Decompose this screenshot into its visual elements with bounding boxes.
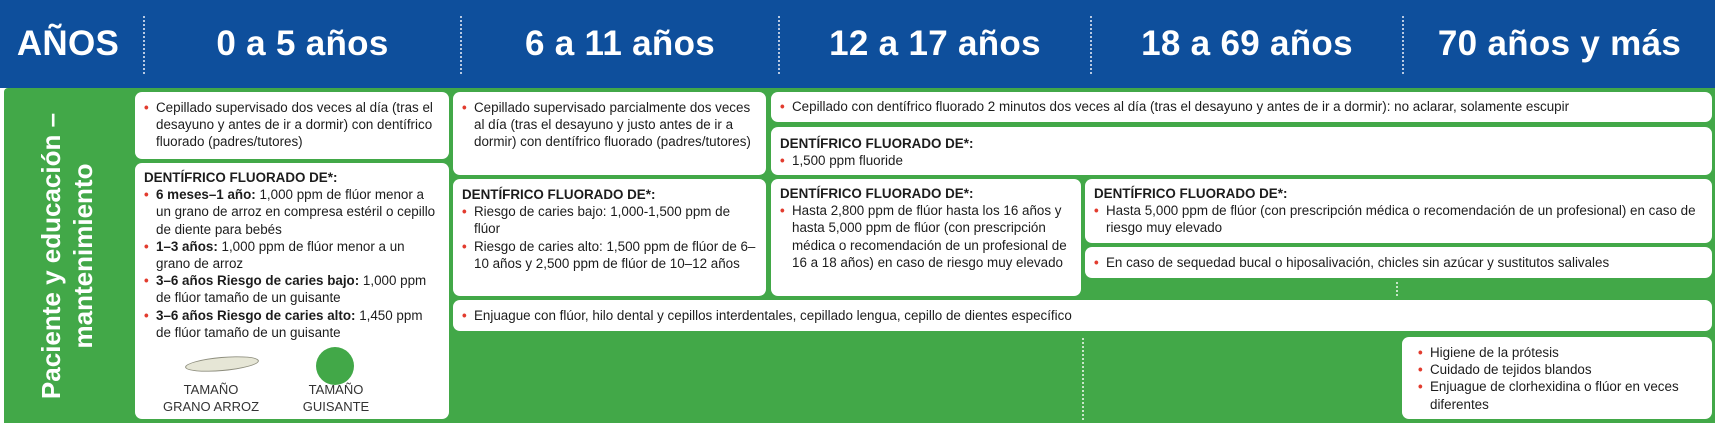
list-item: • Higiene de la prótesis [1418,344,1703,361]
denture-care-box [1402,337,1712,419]
column-12-17: 12 a 17 años [829,24,1041,63]
column-guide [1396,282,1398,296]
row-label-text: Paciente y educación – mantenimiento [36,112,99,399]
fluoride-toothpaste-0-5-box: DENTÍFRICO FLUORADO DE*: • 6 meses–1 año: 1,000 ppm de flúor menor a un grano de arroz en compresa estéril o cepillo de diente para bebés • 1–3 años: 1,000 ppm de flúor menor a un grano de arroz • 3–6 años Riesgo de caries bajo: 1,000 ppm de flúor tamaño de un guisante • 3–6 años Riesgo de caries alto: 1,450 ppm de flúor tamaño de un guisante TAMAÑO GRANO ARROZ TAMAÑO GUISANTE [135,163,449,419]
column-guide [1082,338,1084,420]
list-item: • Riesgo de caries bajo: 1,000-1,500 ppm de flúor [462,203,757,237]
mouthwash-floss-box: • Enjuague con flúor, hilo dental y cepillos interdentales, cepillado lengua, cepillo de dientes específico [453,300,1712,331]
list-item: • Hasta 2,800 ppm de flúor hasta los 16 años y hasta 5,000 ppm de flúor (con prescripción médica o recomendación de un profesional de 16 a 18 años) en caso de riesgo muy elevado [780,202,1072,271]
list-item: • Hasta 5,000 ppm de flúor (con prescripción médica o recomendación de un profesional) en caso de riesgo muy elevado [1094,202,1703,236]
list-item: • Riesgo de caries alto: 1,500 ppm de flúor de 6–10 años y 2,500 ppm de flúor de 10–12 años [462,238,757,272]
partially-supervised-brushing-box: • Cepillado supervisado parcialmente dos veces al día (tras el desayuno y justo antes de ir a dormir) con dentífrico fluorado (padres/tutores) [453,92,766,175]
rice-size-caption: TAMAÑO GRANO ARROZ [162,382,260,414]
list-item: • 1,500 ppm fluoride [780,152,1703,169]
list-item: • Cuidado de tejidos blandos [1418,361,1703,378]
pea-size-caption: TAMAÑO GUISANTE [302,382,370,414]
column-0-5: 0 a 5 años [216,24,389,63]
row-label [4,88,130,423]
rice-grain-icon [185,354,260,374]
years-label: AÑOS [16,24,120,63]
fluoride-toothpaste-12-17-box: DENTÍFRICO FLUORADO DE*: • Hasta 2,800 ppm de flúor hasta los 16 años y hasta 5,000 ppm de flúor (con prescripción médica o recomendación de un profesional de 16 a 18 años) en caso de riesgo muy elevado [771,179,1081,296]
fluoride-toothpaste-adult-box: DENTÍFRICO FLUORADO DE*: • 1,500 ppm fluoride [771,127,1712,175]
column-6-11: 6 a 11 años [524,24,716,63]
list-item: • 3–6 años Riesgo de caries bajo: 1,000 ppm de flúor tamaño de un guisante [144,272,440,306]
fluoride-toothpaste-6-11-box: DENTÍFRICO FLUORADO DE*: • Riesgo de caries bajo: 1,000-1,500 ppm de flúor • Riesgo de caries alto: 1,500 ppm de flúor de 6–10 años y 2,500 ppm de flúor de 10–12 años [453,179,766,296]
list-item: • 6 meses–1 año: 1,000 ppm de flúor menor a un grano de arroz en compresa estéril o cepillo de diente para bebés [144,186,440,238]
age-header-bar [0,0,1715,88]
column-18-69: 18 a 69 años [1141,24,1353,63]
fluoride-toothpaste-high-risk-box: DENTÍFRICO FLUORADO DE*: • Hasta 5,000 ppm de flúor (con prescripción médica o recomendación de un profesional) en caso de riesgo muy elevado [1085,179,1712,243]
pea-icon [316,347,354,385]
dry-mouth-box: • En caso de sequedad bucal o hiposalivación, chicles sin azúcar y sustitutos salivales [1085,247,1712,278]
list-item: • 3–6 años Riesgo de caries alto: 1,450 ppm de flúor tamaño de un guisante [144,307,440,341]
list-item: • Enjuague de clorhexidina o flúor en veces diferentes [1418,378,1703,412]
supervised-brushing-box: • Cepillado supervisado dos veces al día (tras el desayuno y antes de ir a dormir) con dentífrico fluorado (padres/tutores) [135,92,449,159]
column-70-plus: 70 años y más [1437,24,1682,63]
list-item: • 1–3 años: 1,000 ppm de flúor menor a un grano de arroz [144,238,440,272]
brushing-2min-box: • Cepillado con dentífrico fluorado 2 minutos dos veces al día (tras el desayuno y antes de ir a dormir): no aclarar, solamente escupir [771,92,1712,122]
